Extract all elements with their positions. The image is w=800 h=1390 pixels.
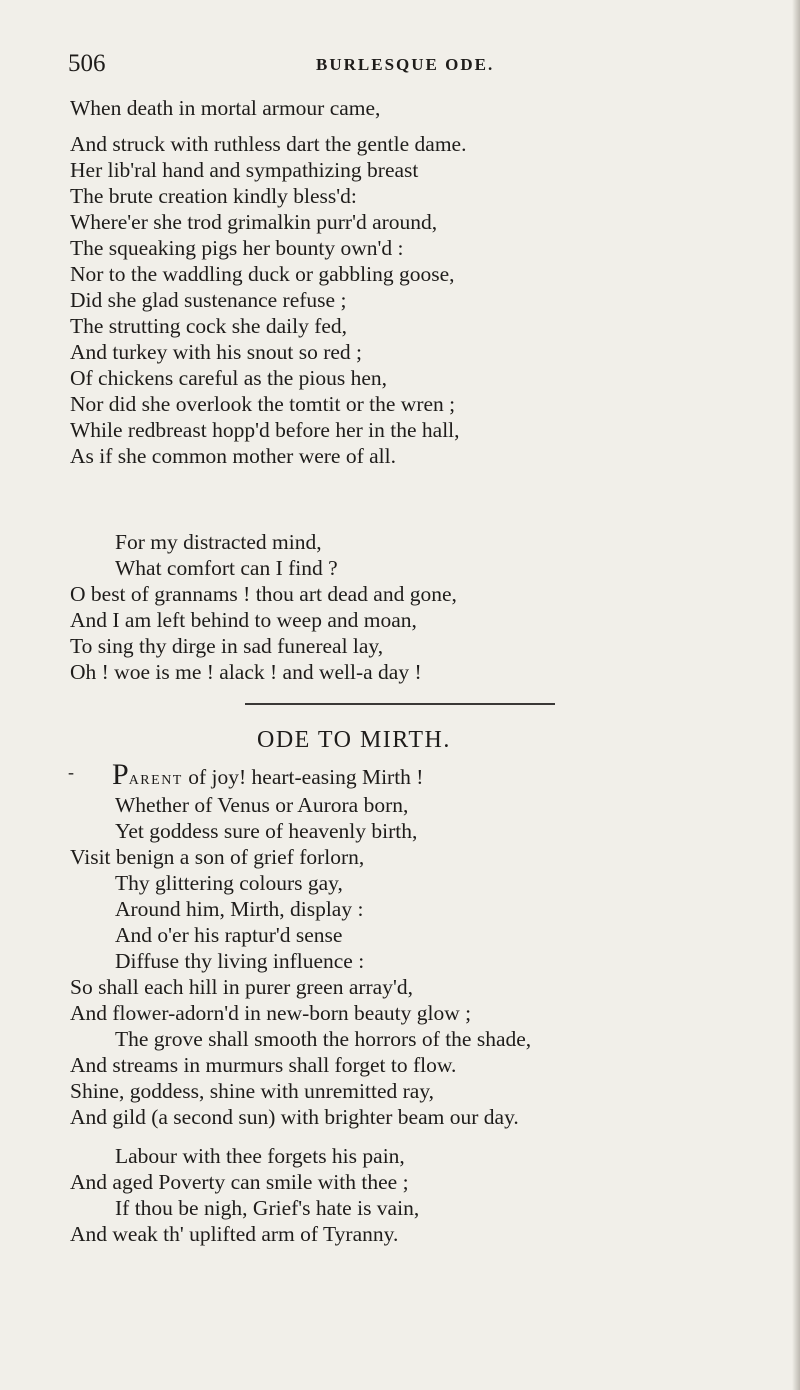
poem-line: Where'er she trod grimalkin purr'd around, [70, 210, 438, 234]
poem-line: The brute creation kindly bless'd: [70, 184, 357, 208]
poem-line: The squeaking pigs her bounty own'd : [70, 236, 404, 260]
poem-line: And I am left behind to weep and moan, [70, 608, 417, 632]
poem-line: Diffuse thy living influence : [115, 949, 365, 973]
running-title: BURLESQUE ODE. [316, 55, 495, 74]
poem-line: While redbreast hopp'd before her in the hall, [70, 418, 460, 442]
poem-line: And aged Poverty can smile with thee ; [70, 1170, 409, 1194]
poem-line: And turkey with his snout so red ; [70, 340, 363, 364]
margin-mark: - [68, 762, 74, 782]
poem-line: Nor to the waddling duck or gabbling goose, [70, 262, 455, 286]
section-divider [245, 703, 555, 705]
poem-line: For my distracted mind, [115, 530, 322, 554]
smallcaps-word: ARENT [128, 773, 183, 788]
ode-first-line [112, 758, 424, 794]
poem-line: And streams in murmurs shall forget to flow. [70, 1053, 457, 1077]
poem-line: Around him, Mirth, display : [115, 897, 364, 921]
poem-line: Labour with thee forgets his pain, [115, 1144, 405, 1168]
poem-line: What comfort can I find ? [115, 556, 338, 580]
ode-title: ODE TO MIRTH. [257, 727, 451, 753]
poem-line: The grove shall smooth the horrors of the shade, [115, 1027, 532, 1051]
poem-line: If thou be nigh, Grief's hate is vain, [115, 1196, 420, 1220]
poem-line: And o'er his raptur'd sense [115, 923, 343, 947]
poem-line: Thy glittering colours gay, [115, 871, 343, 895]
poem-line: And flower-adorn'd in new-born beauty glow ; [70, 1001, 472, 1025]
poem-line: Oh ! woe is me ! alack ! and well-a day ! [70, 660, 422, 684]
poem-line: So shall each hill in purer green array'd, [70, 975, 413, 999]
poem-line: As if she common mother were of all. [70, 444, 396, 468]
poem-line: Whether of Venus or Aurora born, [115, 793, 409, 817]
poem-line: Visit benign a son of grief forlorn, [70, 845, 365, 869]
poem-line: Nor did she overlook the tomtit or the wren ; [70, 392, 456, 416]
poem-line: Shine, goddess, shine with unremitted ray, [70, 1079, 435, 1103]
poem-line: Did she glad sustenance refuse ; [70, 288, 347, 312]
poem-line: Yet goddess sure of heavenly birth, [115, 819, 418, 843]
poem-line: When death in mortal armour came, [70, 96, 381, 120]
poem-line: Her lib'ral hand and sympathizing breast [70, 158, 419, 182]
poem-line: And struck with ruthless dart the gentle dame. [70, 132, 467, 156]
poem-line: Of chickens careful as the pious hen, [70, 366, 388, 390]
poem-line: And gild (a second sun) with brighter beam our day. [70, 1105, 519, 1129]
poem-line: And weak th' uplifted arm of Tyranny. [70, 1222, 399, 1246]
page-header [68, 50, 788, 84]
page-edge-shadow [792, 0, 800, 1390]
page-number: 506 [68, 50, 106, 77]
poem-line: The strutting cock she daily fed, [70, 314, 348, 338]
first-line-rest: of joy! heart-easing Mirth ! [182, 765, 424, 789]
drop-initial: P [112, 758, 129, 791]
poem-line: To sing thy dirge in sad funereal lay, [70, 634, 384, 658]
poem-line: O best of grannams ! thou art dead and gone, [70, 582, 457, 606]
